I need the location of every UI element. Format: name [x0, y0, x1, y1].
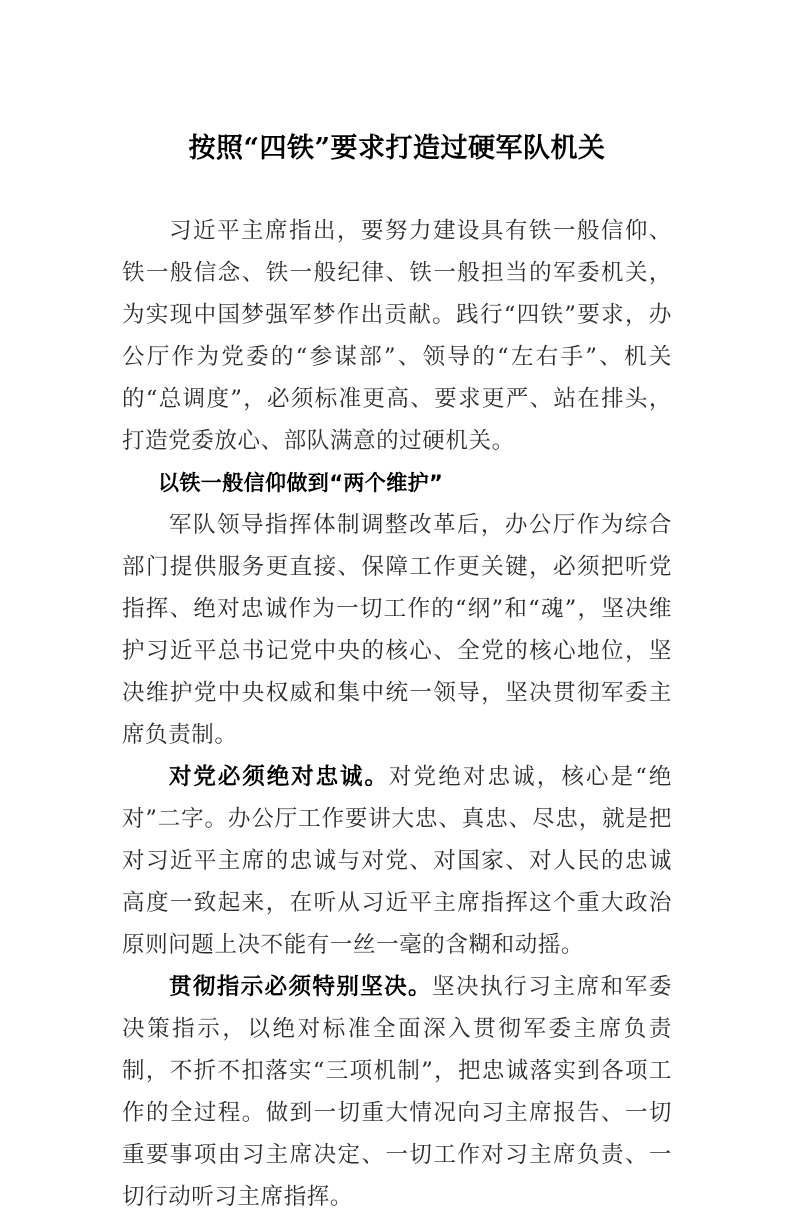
paragraph-3-text: 坚决执行习主席和军委决策指示，以绝对标准全面深入贯彻军委主席负责制，不折不扣落实“三项机制”，把忠诚落实到各项工作的全过程。做到一切重大情况向习主席报告、一切重要事项由习主席决定、一切工作对习主席负责、一切行动听习主席指挥。	[122, 974, 672, 1210]
paragraph-2-lead: 对党必须绝对忠诚。	[169, 764, 389, 790]
paragraph-1: 军队领导指挥体制调整改革后，办公厅作为综合部门提供服务更直接、保障工作更关键，必须把听党指挥、绝对忠诚作为一切工作的“纲”和“魂”，坚决维护习近平总书记党中央的核心、全党的核心地位，坚决维护党中央权威和集中统一领导，坚决贯彻军委主席负责制。	[122, 512, 672, 748]
document-content	[122, 0, 672, 1218]
paragraph-2	[122, 756, 672, 966]
paragraph-3-lead: 贯彻指示必须特别坚决。	[169, 974, 432, 1000]
paragraph-2-text: 对党绝对忠诚，核心是“绝对”二字。办公厅工作要讲大忠、真忠、尽忠，就是把对习近平主席的忠诚与对党、对国家、对人民的忠诚高度一致起来，在听从习近平主席指挥这个重大政治原则问题上决不能有一丝一毫的含糊和动摇。	[122, 764, 673, 958]
paragraph-3	[122, 966, 672, 1218]
page-title: 按照“四铁”要求打造过硬军队机关	[188, 133, 606, 164]
paragraph-intro: 习近平主席指出，要努力建设具有铁一般信仰、铁一般信念、铁一般纪律、铁一般担当的军委机关，为实现中国梦强军梦作出贡献。践行“四铁”要求，办公厅作为党委的“参谋部”、领导的“左右手”、机关的“总调度”，必须标准更高、要求更严、站在排头，打造党委放心、部队满意的过硬机关。	[122, 218, 672, 454]
section-heading-1: 以铁一般信仰做到“两个维护”	[158, 471, 444, 495]
document-body	[122, 210, 672, 1218]
